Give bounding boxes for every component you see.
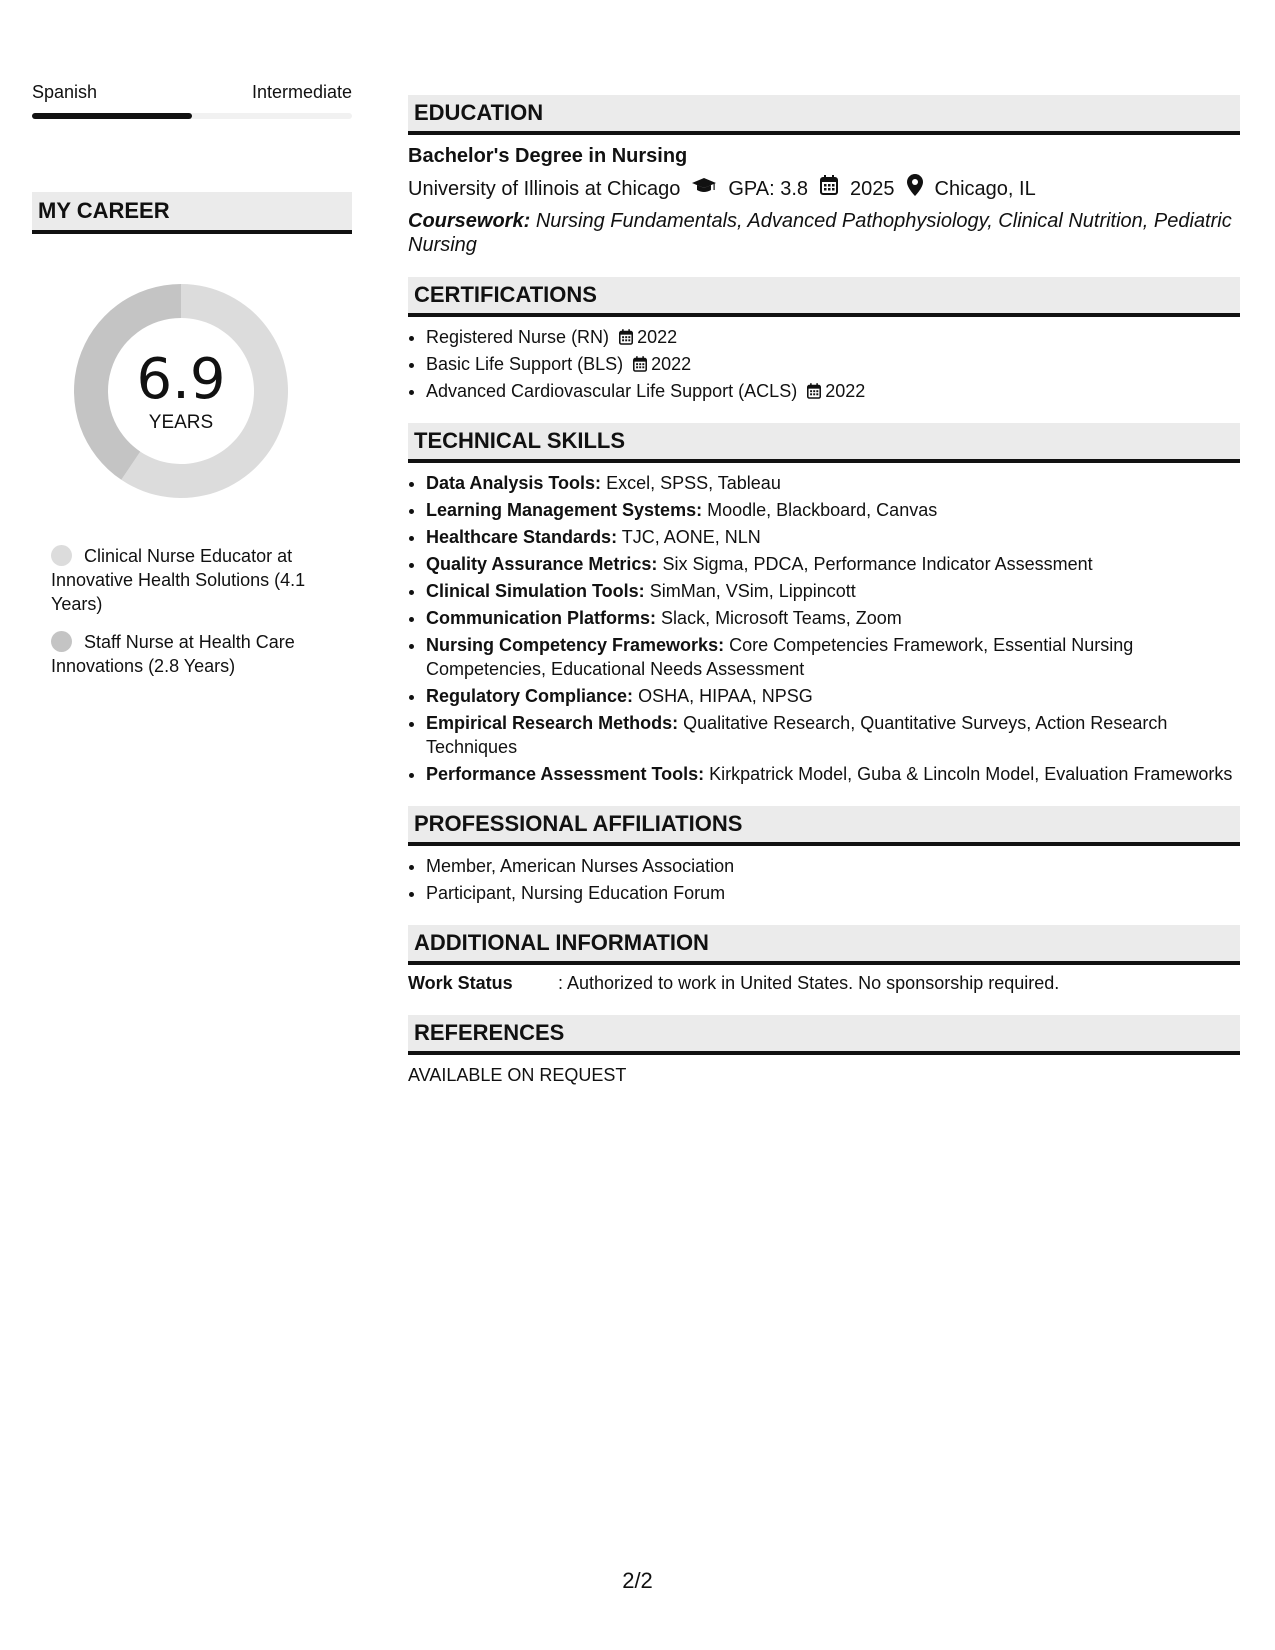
skill-item [426, 762, 1240, 786]
coursework-label: Coursework: [408, 210, 531, 232]
skill-item [426, 579, 1240, 603]
certification-name: Basic Life Support (BLS) [426, 354, 624, 374]
certification-item [426, 379, 1240, 403]
skill-values: OSHA, HIPAA, NPSG [638, 686, 813, 706]
skills-list [408, 471, 1240, 786]
skill-category: Nursing Competency Frameworks: [426, 635, 725, 655]
skill-category: Empirical Research Methods: [426, 713, 679, 733]
references-text: AVAILABLE ON REQUEST [408, 1065, 627, 1085]
skill-values: Qualitative Research, Quantitative Surveys, Action Research Techniques [426, 713, 1168, 757]
skill-item [426, 552, 1240, 576]
affiliation-item: • Member, American Nurses Association [426, 854, 1240, 878]
skill-item [426, 471, 1240, 495]
skill-item [426, 498, 1240, 522]
graduation-cap-icon [692, 176, 716, 202]
certifications-list [408, 325, 1240, 403]
school-name: University of Illinois at Chicago [408, 177, 681, 200]
degree-title: Bachelor's Degree in Nursing [408, 145, 688, 167]
certification-name: Advanced Cardiovascular Life Support (ACLS) [426, 381, 798, 401]
certifications-section [408, 277, 1240, 403]
right-column [408, 95, 1240, 1107]
skill-item [426, 711, 1240, 759]
legend-label: Clinical Nurse Educator at Innovative Health Solutions (4.1 Years) [51, 546, 306, 614]
education-heading: EDUCATION [408, 95, 1240, 135]
legend-item [51, 544, 341, 616]
language-row [32, 80, 352, 104]
skill-values: Six Sigma, PDCA, Performance Indicator Assessment [662, 554, 1093, 574]
skill-item [426, 633, 1240, 681]
skill-values: SimMan, VSim, Lippincott [649, 581, 856, 601]
total-years: 6.9 [136, 347, 226, 412]
calendar-icon [619, 329, 633, 345]
education-section [408, 95, 1240, 257]
calendar-icon [633, 356, 647, 372]
work-status-value: : Authorized to work in United States. No sponsorship required. [558, 973, 1060, 993]
skill-category: Data Analysis Tools: [426, 473, 602, 493]
calendar-icon [807, 383, 821, 399]
certification-year: 2022 [825, 381, 866, 401]
legend-dot [51, 545, 72, 566]
certification-year: 2022 [651, 354, 692, 374]
education-location: Chicago, IL [934, 177, 1036, 200]
skill-item [426, 525, 1240, 549]
skill-values: Moodle, Blackboard, Canvas [707, 500, 938, 520]
skill-category: Regulatory Compliance: [426, 686, 634, 706]
language-level: Intermediate [251, 82, 352, 102]
affiliations-heading: PROFESSIONAL AFFILIATIONS [408, 806, 1240, 846]
certification-item [426, 352, 1240, 376]
work-status-label: Work Status [408, 973, 513, 993]
calendar-icon [820, 175, 838, 202]
technical-skills-heading: TECHNICAL SKILLS [408, 423, 1240, 463]
skill-category: Healthcare Standards: [426, 527, 618, 547]
career-donut-chart [66, 276, 296, 506]
certifications-heading: CERTIFICATIONS [408, 277, 1240, 317]
gpa: GPA: 3.8 [728, 177, 809, 200]
skill-values: Excel, SPSS, Tableau [606, 473, 781, 493]
skill-values: Slack, Microsoft Teams, Zoom [661, 608, 902, 628]
skill-item [426, 606, 1240, 630]
additional-info-heading: ADDITIONAL INFORMATION [408, 925, 1240, 965]
language-proficiency-bar [32, 113, 352, 119]
skill-values: Kirkpatrick Model, Guba & Lincoln Model, Evaluation Frameworks [709, 764, 1233, 784]
certification-item [426, 325, 1240, 349]
legend-item [51, 630, 341, 678]
career-legend [51, 544, 341, 678]
certification-name: Registered Nurse (RN) [426, 327, 610, 347]
coursework-list: Nursing Fundamentals, Advanced Pathophysiology, Clinical Nutrition, Pediatric Nursing [408, 210, 1232, 256]
skill-values: Core Competencies Framework, Essential Nursing Competencies, Educational Needs Assessment [426, 635, 1134, 679]
total-years-unit: YEARS [148, 412, 214, 433]
certification-year: 2022 [637, 327, 678, 347]
skill-category: Communication Platforms: [426, 608, 657, 628]
affiliations-section [408, 806, 1240, 905]
legend-label: Staff Nurse at Health Care Innovations (2.8 Years) [51, 632, 295, 676]
coursework [408, 209, 1240, 257]
page-number: 2/2 [622, 1568, 653, 1593]
language-name: Spanish [32, 82, 98, 102]
references-heading: REFERENCES [408, 1015, 1240, 1055]
education-details [408, 174, 1240, 203]
technical-skills-section [408, 423, 1240, 786]
skill-category: Learning Management Systems: [426, 500, 703, 520]
left-column [32, 80, 352, 692]
skill-category: Quality Assurance Metrics: [426, 554, 658, 574]
skill-category: Performance Assessment Tools: [426, 764, 705, 784]
language-proficiency-fill [32, 113, 192, 119]
location-pin-icon [907, 174, 923, 203]
affiliation-item: • Participant, Nursing Education Forum [426, 881, 1240, 905]
graduation-year: 2025 [850, 177, 895, 200]
work-status-row [408, 971, 1240, 995]
affiliations-list [408, 854, 1240, 905]
skill-item [426, 684, 1240, 708]
legend-dot [51, 631, 72, 652]
skill-values: TJC, AONE, NLN [621, 527, 761, 547]
career-heading: MY CAREER [32, 192, 352, 234]
donut-center-label [66, 347, 296, 436]
additional-info-section [408, 925, 1240, 995]
skill-category: Clinical Simulation Tools: [426, 581, 645, 601]
references-section [408, 1015, 1240, 1087]
